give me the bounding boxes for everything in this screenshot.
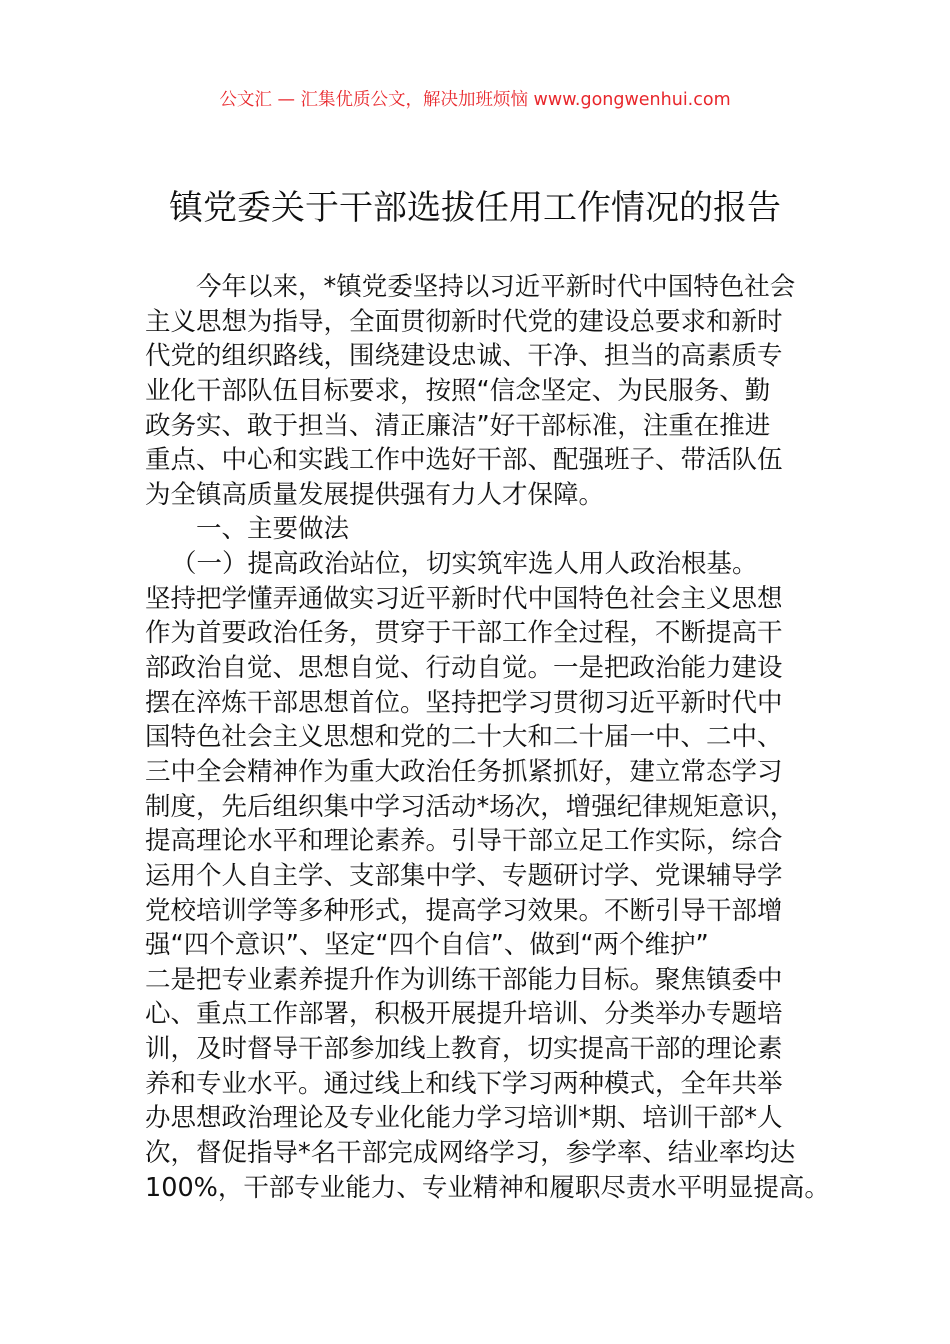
text-line: 国特色社会主义思想和党的二十大和二十届一中、二中、: [145, 722, 783, 753]
text-line: 一、主要做法: [196, 514, 350, 545]
text-line: 摆在淬炼干部思想首位。坚持把学习贯彻习近平新时代中: [145, 687, 783, 718]
text-line: 作为首要政治任务，贯穿于干部工作全过程，不断提高干: [145, 618, 783, 649]
text-line: 次，督促指导*名干部完成网络学习，参学率、结业率均达: [145, 1138, 796, 1169]
text-line: 政务实、敢于担当、清正廉洁”好干部标准，注重在推进: [145, 410, 771, 441]
text-line: 重点、中心和实践工作中选好干部、配强班子、带活队伍: [145, 445, 783, 476]
text-line: 运用个人自主学、支部集中学、专题研讨学、党课辅导学: [145, 860, 783, 891]
text-line: 代党的组织路线，围绕建设忠诚、干净、担当的高素质专: [145, 341, 783, 372]
text-line: 坚持把学懂弄通做实习近平新时代中国特色社会主义思想: [145, 583, 783, 614]
text-line: 强“四个意识”、坚定“四个自信”、做到“两个维护”: [145, 930, 709, 961]
text-line: 100%，干部专业能力、专业精神和履职尽责水平明显提高。: [145, 1172, 830, 1203]
watermark-banner: 公文汇 — 汇集优质公文，解决加班烦恼 www.gongwenhui.com: [219, 90, 731, 110]
text-line: 提高理论水平和理论素养。引导干部立足工作实际，综合: [145, 826, 783, 857]
document-body: [145, 270, 865, 1205]
text-line: 为全镇高质量发展提供强有力人才保障。: [145, 479, 605, 510]
text-line: 办思想政治理论及专业化能力学习培训*期、培训干部*人: [145, 1103, 783, 1134]
text-line: 二是把专业素养提升作为训练干部能力目标。聚焦镇委中: [145, 964, 783, 995]
text-line: 主义思想为指导，全面贯彻新时代党的建设总要求和新时: [145, 306, 783, 337]
text-line: 业化干部队伍目标要求，按照“信念坚定、为民服务、勤: [145, 375, 771, 406]
text-line: 养和专业水平。通过线上和线下学习两种模式，全年共举: [145, 1068, 783, 1099]
text-line: 今年以来，*镇党委坚持以习近平新时代中国特色社会: [196, 272, 796, 302]
text-line: 部政治自觉、思想自觉、行动自觉。一是把政治能力建设: [145, 653, 783, 684]
text-line: 三中全会精神作为重大政治任务抓紧抓好，建立常态学习: [145, 756, 783, 787]
text-line: 党校培训学等多种形式，提高学习效果。不断引导干部增: [145, 895, 783, 926]
text-line: （一）提高政治站位，切实筑牢选人用人政治根基。: [171, 549, 758, 580]
text-line: 训，及时督导干部参加线上教育，切实提高干部的理论素: [145, 1034, 783, 1065]
text-line: 制度，先后组织集中学习活动*场次，增强纪律规矩意识，: [145, 791, 796, 822]
text-line: 心、重点工作部署，积极开展提升培训、分类举办专题培: [145, 999, 783, 1030]
document-title: 镇党委关于干部选拔任用工作情况的报告: [169, 188, 781, 228]
